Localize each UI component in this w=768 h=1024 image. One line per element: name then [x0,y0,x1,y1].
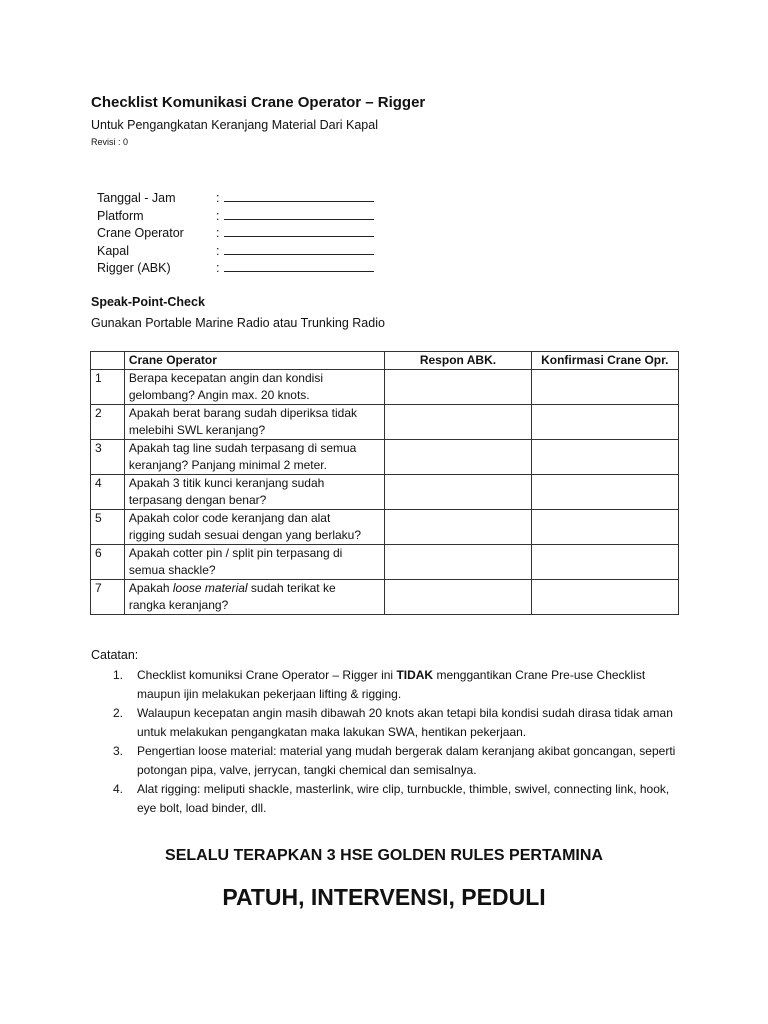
note-number: 1. [113,668,124,682]
form-label: Platform [97,208,144,223]
confirm-cell[interactable] [531,405,678,440]
row-question: Apakah berat barang sudah diperiksa tidak melebihi SWL keranjang? [124,405,385,440]
form-label: Crane Operator [97,226,184,240]
form-row-crane-operator [97,224,374,242]
platform-field[interactable] [224,207,374,220]
kapal-field[interactable] [224,242,374,255]
golden-rules-slogan: PATUH, INTERVENSI, PEDULI [222,884,546,910]
row-question: Apakah tag line sudah terpasang di semua keranjang? Panjang minimal 2 meter. [124,440,385,475]
info-form [97,189,374,277]
confirm-cell[interactable] [531,440,678,475]
response-cell[interactable] [385,580,531,615]
header-crane-operator: Crane Operator [124,352,385,370]
crane-operator-field[interactable] [224,224,374,237]
notes-title: Catatan: [91,648,139,662]
table-row [91,370,679,405]
form-row-rigger [97,259,374,277]
table-header-row [91,352,679,370]
row-number: 6 [91,545,125,580]
list-item [113,666,683,704]
form-row-platform [97,207,374,225]
response-cell[interactable] [385,405,531,440]
table-row [91,580,679,615]
confirm-cell[interactable] [531,580,678,615]
rigger-field[interactable] [224,259,374,272]
note-text: Checklist komuniksi Crane Operator – Rigger ini TIDAK menggantikan Crane Pre-use Checklist maupun ijin melakukan pekerjaan lifting & rigging. [137,668,646,701]
table-row [91,405,679,440]
response-cell[interactable] [385,510,531,545]
row-number: 5 [91,510,125,545]
form-separator: : [216,261,220,275]
notes-list [113,666,683,818]
document-title: Checklist Komunikasi Crane Operator – Rigger [91,94,426,111]
list-item [113,704,683,742]
form-separator: : [216,191,220,205]
row-question: Apakah 3 titik kunci keranjang sudah terpasang dengan benar? [124,475,385,510]
row-question: Berapa kecepatan angin dan kondisi gelombang? Angin max. 20 knots. [124,370,385,405]
table-row [91,545,679,580]
confirm-cell[interactable] [531,510,678,545]
response-cell[interactable] [385,545,531,580]
response-cell[interactable] [385,370,531,405]
list-item [113,780,683,818]
golden-rules-heading: SELALU TERAPKAN 3 HSE GOLDEN RULES PERTAMINA [165,847,603,864]
response-cell[interactable] [385,440,531,475]
note-text: Walaupun kecepatan angin masih dibawah 20 knots akan tetapi bila kondisi sudah dirasa tidak aman untuk melakukan pengangkatan maka lakukan SWA, hentikan pekerjaan. [137,706,673,739]
note-number: 3. [113,744,124,758]
form-separator: : [216,208,220,223]
form-label: Kapal [97,243,129,258]
section-subtitle: Gunakan Portable Marine Radio atau Trunking Radio [91,316,385,330]
form-separator: : [216,243,220,258]
table-row [91,510,679,545]
row-question: Apakah color code keranjang dan alat rigging sudah sesuai dengan yang berlaku? [124,510,385,545]
list-item [113,742,683,780]
form-row-kapal [97,242,374,260]
note-text: Pengertian loose material: material yang mudah bergerak dalam keranjang akibat goncangan, seperti potongan pipa, valve, jerrycan, tangki chemical dan semisalnya. [137,744,676,777]
form-row-tanggal [97,189,374,207]
confirm-cell[interactable] [531,545,678,580]
form-separator: : [216,226,220,240]
row-question: Apakah cotter pin / split pin terpasang di semua shackle? [124,545,385,580]
note-number: 2. [113,706,124,720]
row-number: 4 [91,475,125,510]
row-number: 7 [91,580,125,615]
header-respon-abk: Respon ABK. [385,352,531,370]
row-number: 3 [91,440,125,475]
response-cell[interactable] [385,475,531,510]
checklist-table [90,351,679,615]
tanggal-jam-field[interactable] [224,189,374,202]
confirm-cell[interactable] [531,475,678,510]
header-konfirmasi: Konfirmasi Crane Opr. [531,352,678,370]
section-title: Speak-Point-Check [91,295,205,309]
confirm-cell[interactable] [531,370,678,405]
table-row [91,440,679,475]
table-row [91,475,679,510]
header-no [91,352,125,370]
row-question: Apakah loose material sudah terikat ke rangka keranjang? [124,580,385,615]
note-text: Alat rigging: meliputi shackle, masterlink, wire clip, turnbuckle, thimble, swivel, connecting link, hook, eye bolt, load binder, dll. [137,782,670,815]
revision-label: Revisi : 0 [91,137,129,147]
row-number: 2 [91,405,125,440]
document-subtitle: Untuk Pengangkatan Keranjang Material Dari Kapal [91,118,378,132]
form-label: Tanggal - Jam [97,191,176,205]
form-label: Rigger (ABK) [97,261,171,275]
note-number: 4. [113,782,124,796]
row-number: 1 [91,370,125,405]
